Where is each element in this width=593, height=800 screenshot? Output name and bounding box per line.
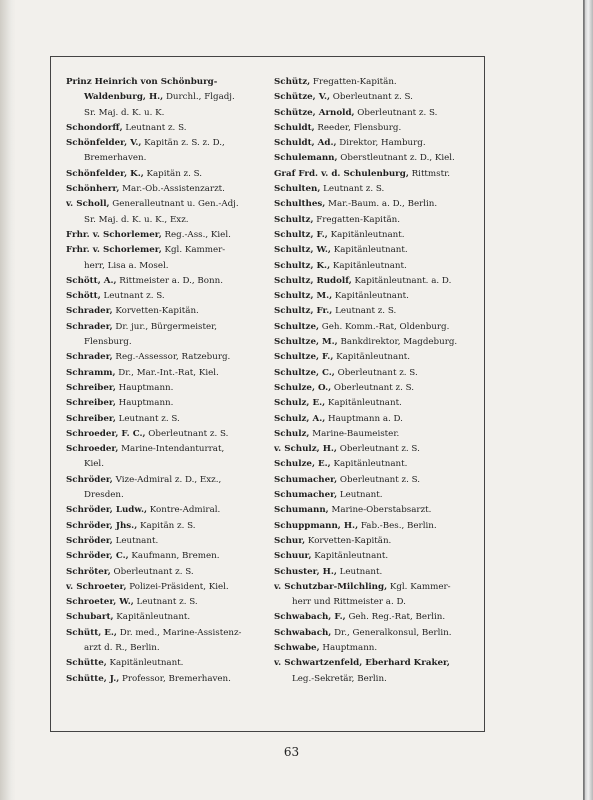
entry-name: Waldenburg, H., [84,92,164,103]
entry-name: Schütte, J., [66,673,120,684]
entry-name: v. Schulz, H., [274,444,337,455]
entry-detail: Marine-Oberstabsarzt. [328,505,432,516]
directory-entry [274,243,479,258]
directory-entry [66,320,271,335]
right-column [274,75,479,687]
entry-detail: Oberleutnant z. S. [337,474,420,485]
directory-entry [274,304,479,319]
directory-entry [274,534,479,549]
directory-entry [274,228,479,243]
entry-name: v. Schutzbar-Milchling, [274,581,388,592]
entry-detail: Leutnant. [337,490,383,501]
directory-entry [66,197,271,212]
entry-name: Schrader, [66,306,113,317]
directory-entry [274,366,479,381]
directory-entry [274,580,479,595]
directory-entry [274,473,479,488]
directory-entry [274,549,479,564]
entry-name: Schütt, E., [66,627,117,638]
entry-name: Schreiber, [66,382,116,393]
entry-name: v. Schwartzenfeld, Eberhard Kraker, [274,658,450,669]
entry-name: Schulten, [274,184,321,195]
entry-detail: Bremerhaven. [84,153,147,164]
entry-detail: Reg.-Ass., Kiel. [161,229,231,240]
directory-entry [274,519,479,534]
entry-detail: Oberleutnant z. S. [331,382,414,393]
entry-detail: Fregatten-Kapitän. [310,77,397,87]
entry-detail: Leutnant z. S. [332,306,397,317]
directory-entry [274,136,479,151]
entry-name: Frhr. v. Schorlemer, [66,229,162,240]
entry-name: v. Scholl, [66,199,110,210]
entry-detail: Kapitän z. S. z. D., [141,138,225,149]
left-column [66,75,271,687]
entry-name: Schütze, V., [274,92,330,103]
directory-entry [274,75,479,90]
entry-name: Schultz, Fr., [274,306,333,317]
entry-name: Schuster, H., [274,566,337,577]
directory-entry [274,656,479,671]
directory-entry [66,656,271,671]
entry-detail: Leutnant z. S. [320,184,385,195]
entry-name: Schröter, [66,566,111,577]
entry-name: Schreiber, [66,398,116,409]
entry-name: Schultz, M., [274,291,333,302]
entry-name: Schultz, F., [274,229,328,240]
directory-entry [66,289,271,304]
directory-entry [274,442,479,457]
entry-name: Schönherr, [66,184,120,195]
entry-detail: Leutnant z. S. [115,413,180,424]
entry-detail: Kapitänleutnant. [330,260,407,271]
directory-entry [66,595,271,610]
entry-continuation [66,488,271,503]
entry-name: Schultz, W., [274,245,331,256]
entry-detail: Dresden. [84,490,124,501]
entry-detail: Korvetten-Kapitän. [305,535,392,546]
entry-name: Schwabe, [274,642,320,653]
entry-name: Schuldt, [274,122,315,133]
directory-entry [66,381,271,396]
entry-detail: Generalleutnant u. Gen.-Adj. [109,199,239,210]
entry-detail: Kapitän z. S. [137,520,196,531]
entry-detail: Kaufmann, Bremen. [128,551,220,562]
entry-name: Schulze, E., [274,459,331,470]
entry-detail: Leutnant z. S. [133,597,198,608]
entry-detail: Hauptmann. [115,398,174,409]
entry-name: Schumacher, [274,490,338,501]
entry-detail: Reg.-Assessor, Ratzeburg. [112,352,231,363]
entry-continuation [274,595,479,610]
directory-entry [66,167,271,182]
page-edge [585,0,593,800]
entry-detail: Kapitänleutnant. [332,291,409,302]
entry-name: Schultz, [274,214,314,225]
entry-name: Schuppmann, H., [274,520,359,531]
entry-detail: Kiel. [84,459,104,470]
entry-name: Schrader, [66,321,113,332]
entry-name: Schultze, F., [274,352,334,363]
entry-continuation [66,259,271,274]
entry-name: Schwabach, F., [274,612,346,623]
directory-entry [274,488,479,503]
directory-entry [66,672,271,687]
entry-detail: Oberleutnant z. S. [110,566,194,577]
directory-entry [274,121,479,136]
page-spine-shadow [0,0,16,800]
entry-name: Schönfelder, V., [66,138,142,149]
entry-detail: arzt d. R., Berlin. [84,642,160,653]
directory-entry [66,182,271,197]
entry-name: Schrader, [66,352,113,363]
directory-entry [274,626,479,641]
directory-entry [66,427,271,442]
entry-detail: Oberstleutnant z. D., Kiel. [337,153,455,164]
entry-detail: Oberleutnant z. S. [336,444,420,455]
directory-entry [66,304,271,319]
entry-detail: Fab.-Bes., Berlin. [358,520,437,531]
entry-detail: Geh. Reg.-Rat, Berlin. [345,612,446,623]
entry-name: Schött, [66,291,101,302]
entry-name: Schultze, C., [274,367,335,378]
entry-continuation [66,457,271,472]
entry-name: Graf Frd. v. d. Schulenburg, [274,168,409,179]
entry-detail: Leutnant z. S. [122,122,187,133]
directory-entry [66,396,271,411]
entry-detail: Reeder, Flensburg. [314,122,402,133]
directory-entry [274,457,479,472]
entry-name: Schultze, [274,321,319,332]
directory-entry [66,503,271,518]
directory-entry [274,565,479,580]
entry-name: Schumacher, [274,474,338,485]
directory-entry [66,412,271,427]
entry-name: Schütz, [274,77,311,87]
entry-name: Schulze, O., [274,382,332,393]
directory-entry [66,549,271,564]
entry-name: Schwabach, [274,627,332,638]
entry-detail: Dr. med., Marine-Assistenz- [116,627,242,638]
entry-continuation [66,213,271,228]
directory-entry [66,121,271,136]
entry-detail: Kgl. Kammer- [161,245,226,256]
entry-detail: herr, Lisa a. Mosel. [84,260,169,271]
directory-entry [66,534,271,549]
directory-entry [66,626,271,641]
entry-detail: Leg.-Sekretär, Berlin. [292,673,387,684]
directory-entry [274,381,479,396]
directory-entry [274,274,479,289]
entry-detail: Korvetten-Kapitän. [112,306,199,317]
directory-entry [274,182,479,197]
entry-detail: Kapitänleutnant. [330,245,408,256]
entry-detail: Dr., Mar.-Int.-Rat, Kiel. [115,367,219,378]
entry-detail: Hauptmann. [115,382,174,393]
entry-name: Schulz, [274,428,310,439]
entry-name: Schröder, [66,535,113,546]
entry-detail: Oberleutnant z. S. [334,367,418,378]
directory-entry [274,335,479,350]
directory-entry [274,641,479,656]
entry-detail: Mar.-Baum. a. D., Berlin. [325,199,438,210]
entry-name: Schroeter, W., [66,597,134,608]
entry-detail: Bankdirektor, Magdeburg. [337,337,458,348]
entry-detail: Sr. Maj. d. K. u. K. [84,107,165,118]
entry-detail: Rittmstr. [408,168,451,179]
directory-entry [66,580,271,595]
entry-detail: Kapitänleutnant. [311,551,389,562]
directory-entry [274,90,479,105]
directory-entry [274,259,479,274]
entry-detail: Kapitänleutnant. [325,398,402,409]
entry-name: Frhr. v. Schorlemer, [66,245,162,256]
entry-detail: Flensburg. [84,337,132,348]
entry-detail: Oberleutnant z. S. [145,428,229,439]
entry-detail: herr und Rittmeister a. D. [292,597,406,608]
entry-detail: Direktor, Hamburg. [336,138,426,149]
entry-name: Schulthes, [274,199,326,210]
entry-detail: Rittmeister a. D., Bonn. [116,275,223,286]
directory-entry [274,106,479,121]
entry-detail: Geh. Komm.-Rat, Oldenburg. [319,321,450,332]
entry-name: Schramm, [66,367,116,378]
directory-entry [66,243,271,258]
directory-entry [66,274,271,289]
entry-name: Schulz, E., [274,398,326,409]
entry-detail: Oberleutnant z. S. [330,92,413,103]
entry-name: Schulemann, [274,153,338,164]
entry-name: Schröder, C., [66,551,129,562]
entry-name: Schultz, K., [274,260,331,271]
entry-name: Schondorff, [66,122,123,133]
entry-name: Schumann, [274,505,329,516]
entry-continuation [66,151,271,166]
entry-continuation [66,90,271,105]
directory-entry [274,427,479,442]
entry-name: Schröder, Jhs., [66,520,138,531]
entry-detail: Fregatten-Kapitän. [313,214,400,225]
directory-entry [274,610,479,625]
entry-name: Schulz, A., [274,413,326,424]
entry-name: Schuur, [274,551,312,562]
directory-entry [66,366,271,381]
entry-detail: Kapitänleutnant. [330,459,408,470]
entry-detail: Professor, Bremerhaven. [119,673,231,684]
directory-entry [274,396,479,411]
directory-entry [66,350,271,365]
entry-name: v. Schroeter, [66,581,127,592]
entry-name: Schött, A., [66,275,117,286]
entry-detail: Kapitän z. S. [143,168,203,179]
entry-name: Schreiber, [66,413,116,424]
entry-detail: Oberleutnant z. S. [354,107,438,118]
directory-entry [66,228,271,243]
entry-detail: Kgl. Kammer- [387,581,451,592]
entry-name: Schur, [274,535,306,546]
entry-name: Schultz, Rudolf, [274,275,352,286]
directory-entry [274,289,479,304]
directory-entry [274,350,479,365]
directory-entry [66,442,271,457]
entry-name: Schubart, [66,612,114,623]
directory-entry [66,519,271,534]
directory-entry [66,136,271,151]
directory-entry [66,565,271,580]
entry-detail: Vize-Admiral z. D., Exz., [112,474,222,485]
entry-continuation [66,641,271,656]
entry-detail: Kapitänleutnant. a. D. [351,275,452,286]
entry-name: Schuldt, Ad., [274,138,337,149]
entry-detail: Leutnant. [112,535,159,546]
entry-detail: Hauptmann a. D. [325,413,403,424]
entry-detail: Kapitänleutnant. [113,612,191,623]
directory-entry [66,473,271,488]
entry-name: Schroeder, F. C., [66,428,146,439]
directory-entry [274,151,479,166]
entry-detail: Leutnant z. S. [100,291,165,302]
entry-detail: Kontre-Admiral. [147,505,221,516]
entry-detail: Durchl., Flgadj. [163,92,235,103]
entry-continuation [274,672,479,687]
entry-detail: Kapitänleutnant. [327,229,405,240]
entry-name: Schröder, Ludw., [66,505,147,516]
page-number: 63 [283,745,300,759]
entry-detail: Leutnant. [336,566,383,577]
entry-name: Schütze, Arnold, [274,107,355,118]
entry-name: Schultze, M., [274,337,338,348]
directory-entry [66,75,271,90]
directory-entry [274,213,479,228]
directory-entry [274,412,479,427]
directory-entry [274,197,479,212]
entry-name: Prinz Heinrich von Schönburg- [66,77,218,87]
entry-continuation [66,106,271,121]
entry-detail: Dr. jur., Bürgermeister, [112,321,218,332]
entry-name: Schröder, [66,474,113,485]
entry-detail: Hauptmann. [319,642,378,653]
directory-entry [274,167,479,182]
entry-detail: Mar.-Ob.-Assistenzarzt. [119,184,225,195]
entry-continuation [66,335,271,350]
directory-entry [274,320,479,335]
entry-detail: Dr., Generalkonsul, Berlin. [331,627,452,638]
entry-detail: Kapitänleutnant. [333,352,411,363]
entry-detail: Polizei-Präsident, Kiel. [126,581,229,592]
directory-entry [274,503,479,518]
directory-entry [66,610,271,625]
entry-detail: Sr. Maj. d. K. u. K., Exz. [84,214,189,225]
entry-detail: Marine-Intendanturrat, [118,444,225,455]
entry-detail: Kapitänleutnant. [106,658,184,669]
entry-name: Schütte, [66,658,107,669]
entry-name: Schönfelder, K., [66,168,144,179]
entry-name: Schroeder, [66,444,119,455]
entry-detail: Marine-Baumeister. [309,428,400,439]
text-frame [50,56,485,732]
